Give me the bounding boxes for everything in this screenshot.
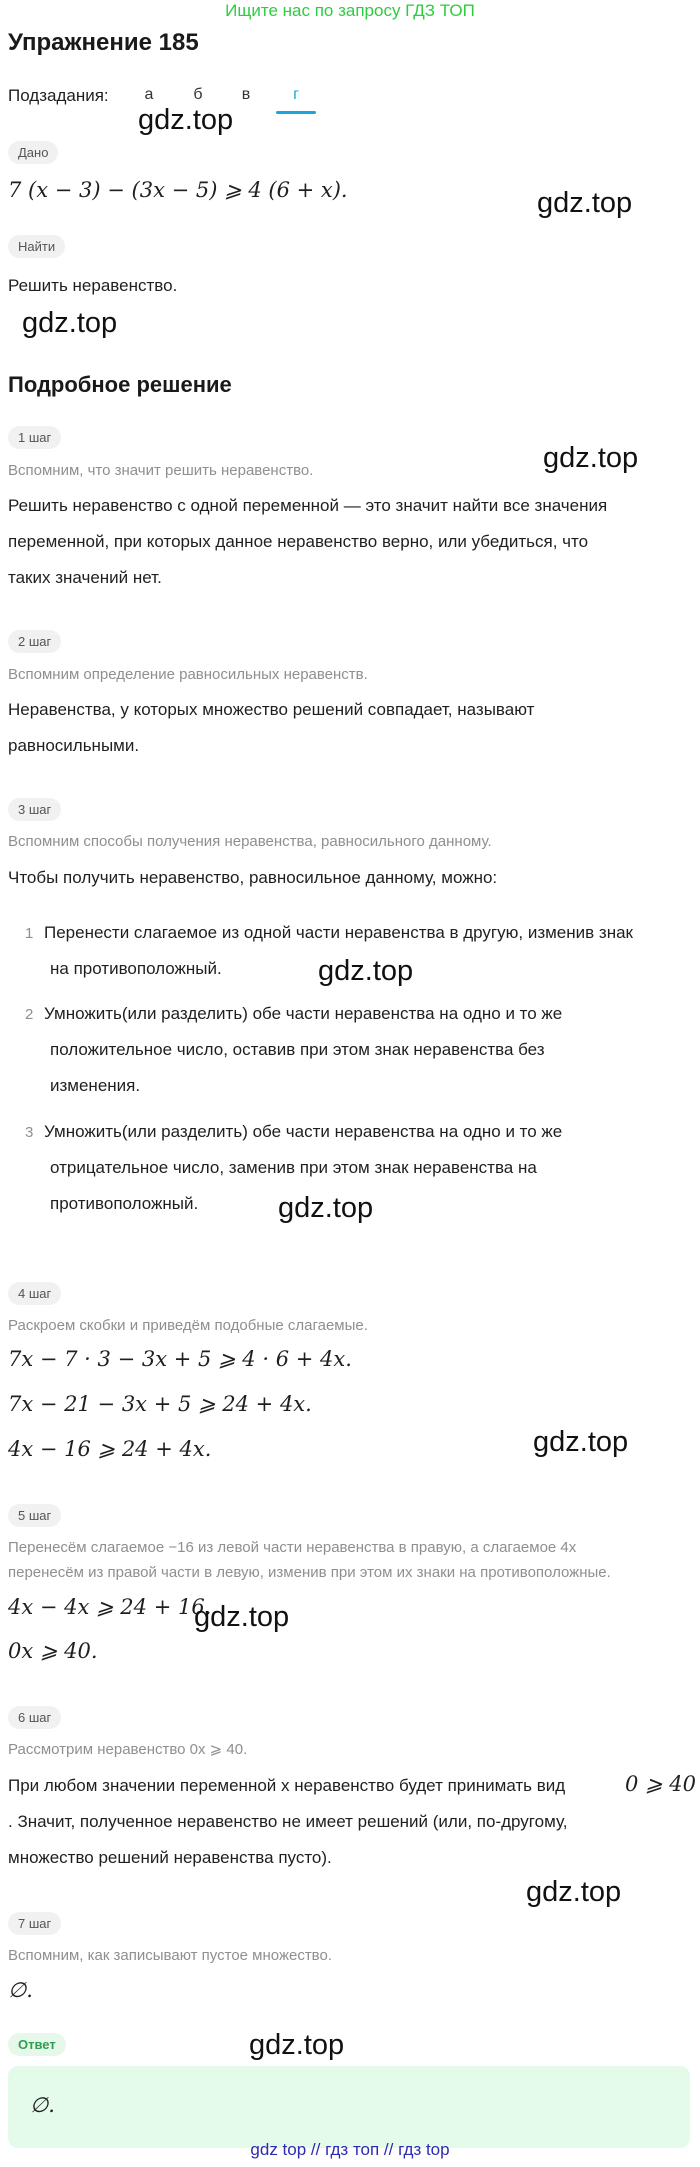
given-expression: 7 (x − 3) − (3x − 5) ⩾ 4 (6 + x). <box>8 178 348 202</box>
step6-line: . Значит, полученное неравенство не имеет решений (или, по-другому, <box>8 1812 568 1831</box>
step2-hint: Вспомним определение равносильных неравенств. <box>8 666 368 683</box>
list-item-line: отрицательное число, заменив при этом знак неравенства на <box>50 1158 537 1177</box>
step6-line: множество решений неравенства пусто). <box>8 1848 332 1867</box>
watermark: gdz.top <box>533 1426 629 1458</box>
step2-line: равносильными. <box>8 736 140 755</box>
watermark: gdz.top <box>537 187 633 219</box>
step7-chip: 7 шаг <box>8 1912 61 1935</box>
step7-math: ∅. <box>8 1978 33 2002</box>
list-item-line: изменения. <box>50 1076 141 1095</box>
step4-chip: 4 шаг <box>8 1282 61 1305</box>
list-item-line: положительное число, оставив при этом знак неравенства без <box>50 1040 545 1059</box>
answer-value: ∅. <box>30 2093 55 2117</box>
list-item-line: Перенести слагаемое из одной части неравенства в другую, изменив знак <box>44 923 633 942</box>
step6-line: При любом значении переменной x неравенство будет принимать вид <box>8 1776 566 1795</box>
tab-a[interactable]: а <box>144 86 154 103</box>
find-chip: Найти <box>8 235 65 258</box>
step5-chip: 5 шаг <box>8 1504 61 1527</box>
find-text: Решить неравенство. <box>8 276 178 295</box>
step6-hint: Рассмотрим неравенство 0x ⩾ 40. <box>8 1741 248 1758</box>
step5-hint: перенесём из правой части в левую, изменив при этом их знаки на противоположные. <box>8 1564 611 1581</box>
step2-chip: 2 шаг <box>8 630 61 653</box>
watermark: gdz.top <box>526 1876 622 1908</box>
list-number: 3 <box>25 1124 34 1141</box>
step1-line: переменной, при которых данное неравенство верно, или убедиться, что <box>8 532 589 551</box>
footer-links[interactable]: gdz top // гдз топ // гдз top <box>250 2140 450 2159</box>
watermark: gdz.top <box>22 307 118 339</box>
step2-line: Неравенства, у которых множество решений совпадает, называют <box>8 700 535 719</box>
answer-chip: Ответ <box>8 2033 66 2056</box>
step4-math: 4x − 16 ⩾ 24 + 4x. <box>8 1437 212 1461</box>
step1-hint: Вспомним, что значит решить неравенство. <box>8 462 314 479</box>
watermark: gdz.top <box>278 1192 374 1224</box>
given-chip: Дано <box>8 141 58 164</box>
watermark: gdz.top <box>318 955 414 987</box>
list-item-line: противоположный. <box>50 1194 199 1213</box>
solution-title: Подробное решение <box>8 372 232 397</box>
step3-intro: Чтобы получить неравенство, равносильное данному, можно: <box>8 868 498 887</box>
active-tab-indicator <box>276 111 316 114</box>
step6-inline-math: 0 ⩾ 40 <box>625 1772 697 1796</box>
step6-chip: 6 шаг <box>8 1706 61 1729</box>
step1-line: Решить неравенство с одной переменной — это значит найти все значения <box>8 496 608 515</box>
watermark: gdz.top <box>543 442 639 474</box>
watermark: gdz.top <box>138 104 234 136</box>
tab-b[interactable]: б <box>193 86 203 103</box>
step5-math: 0x ⩾ 40. <box>8 1639 98 1663</box>
step5-math: 4x − 4x ⩾ 24 + 16. <box>8 1595 212 1619</box>
list-item-line: Умножить(или разделить) обе части неравенства на одно и то же <box>44 1004 563 1023</box>
step5-hint: Перенесём слагаемое −16 из левой части неравенства в правую, а слагаемое 4x <box>8 1539 577 1556</box>
step4-hint: Раскроем скобки и приведём подобные слагаемые. <box>8 1317 368 1334</box>
list-item-line: на противоположный. <box>50 959 222 978</box>
subtasks-label: Подзадания: <box>8 86 109 105</box>
watermark: gdz.top <box>194 1601 290 1633</box>
step3-hint: Вспомним способы получения неравенства, равносильного данному. <box>8 833 492 850</box>
step1-chip: 1 шаг <box>8 426 61 449</box>
list-number: 2 <box>25 1006 34 1023</box>
step7-hint: Вспомним, как записывают пустое множество. <box>8 1947 332 1964</box>
watermark: gdz.top <box>249 2029 345 2061</box>
step4-math: 7x − 21 − 3x + 5 ⩾ 24 + 4x. <box>8 1392 312 1416</box>
answer-box <box>8 2066 690 2148</box>
search-banner: Ищите нас по запросу ГДЗ ТОП <box>225 1 475 20</box>
step1-line: таких значений нет. <box>8 568 162 587</box>
step4-math: 7x − 7 · 3 − 3x + 5 ⩾ 4 · 6 + 4x. <box>8 1347 352 1371</box>
page-title: Упражнение 185 <box>8 29 199 56</box>
tab-g[interactable]: г <box>293 86 299 103</box>
list-item-line: Умножить(или разделить) обе части неравенства на одно и то же <box>44 1122 563 1141</box>
step3-chip: 3 шаг <box>8 798 61 821</box>
list-number: 1 <box>25 925 34 942</box>
tab-v[interactable]: в <box>241 86 251 103</box>
